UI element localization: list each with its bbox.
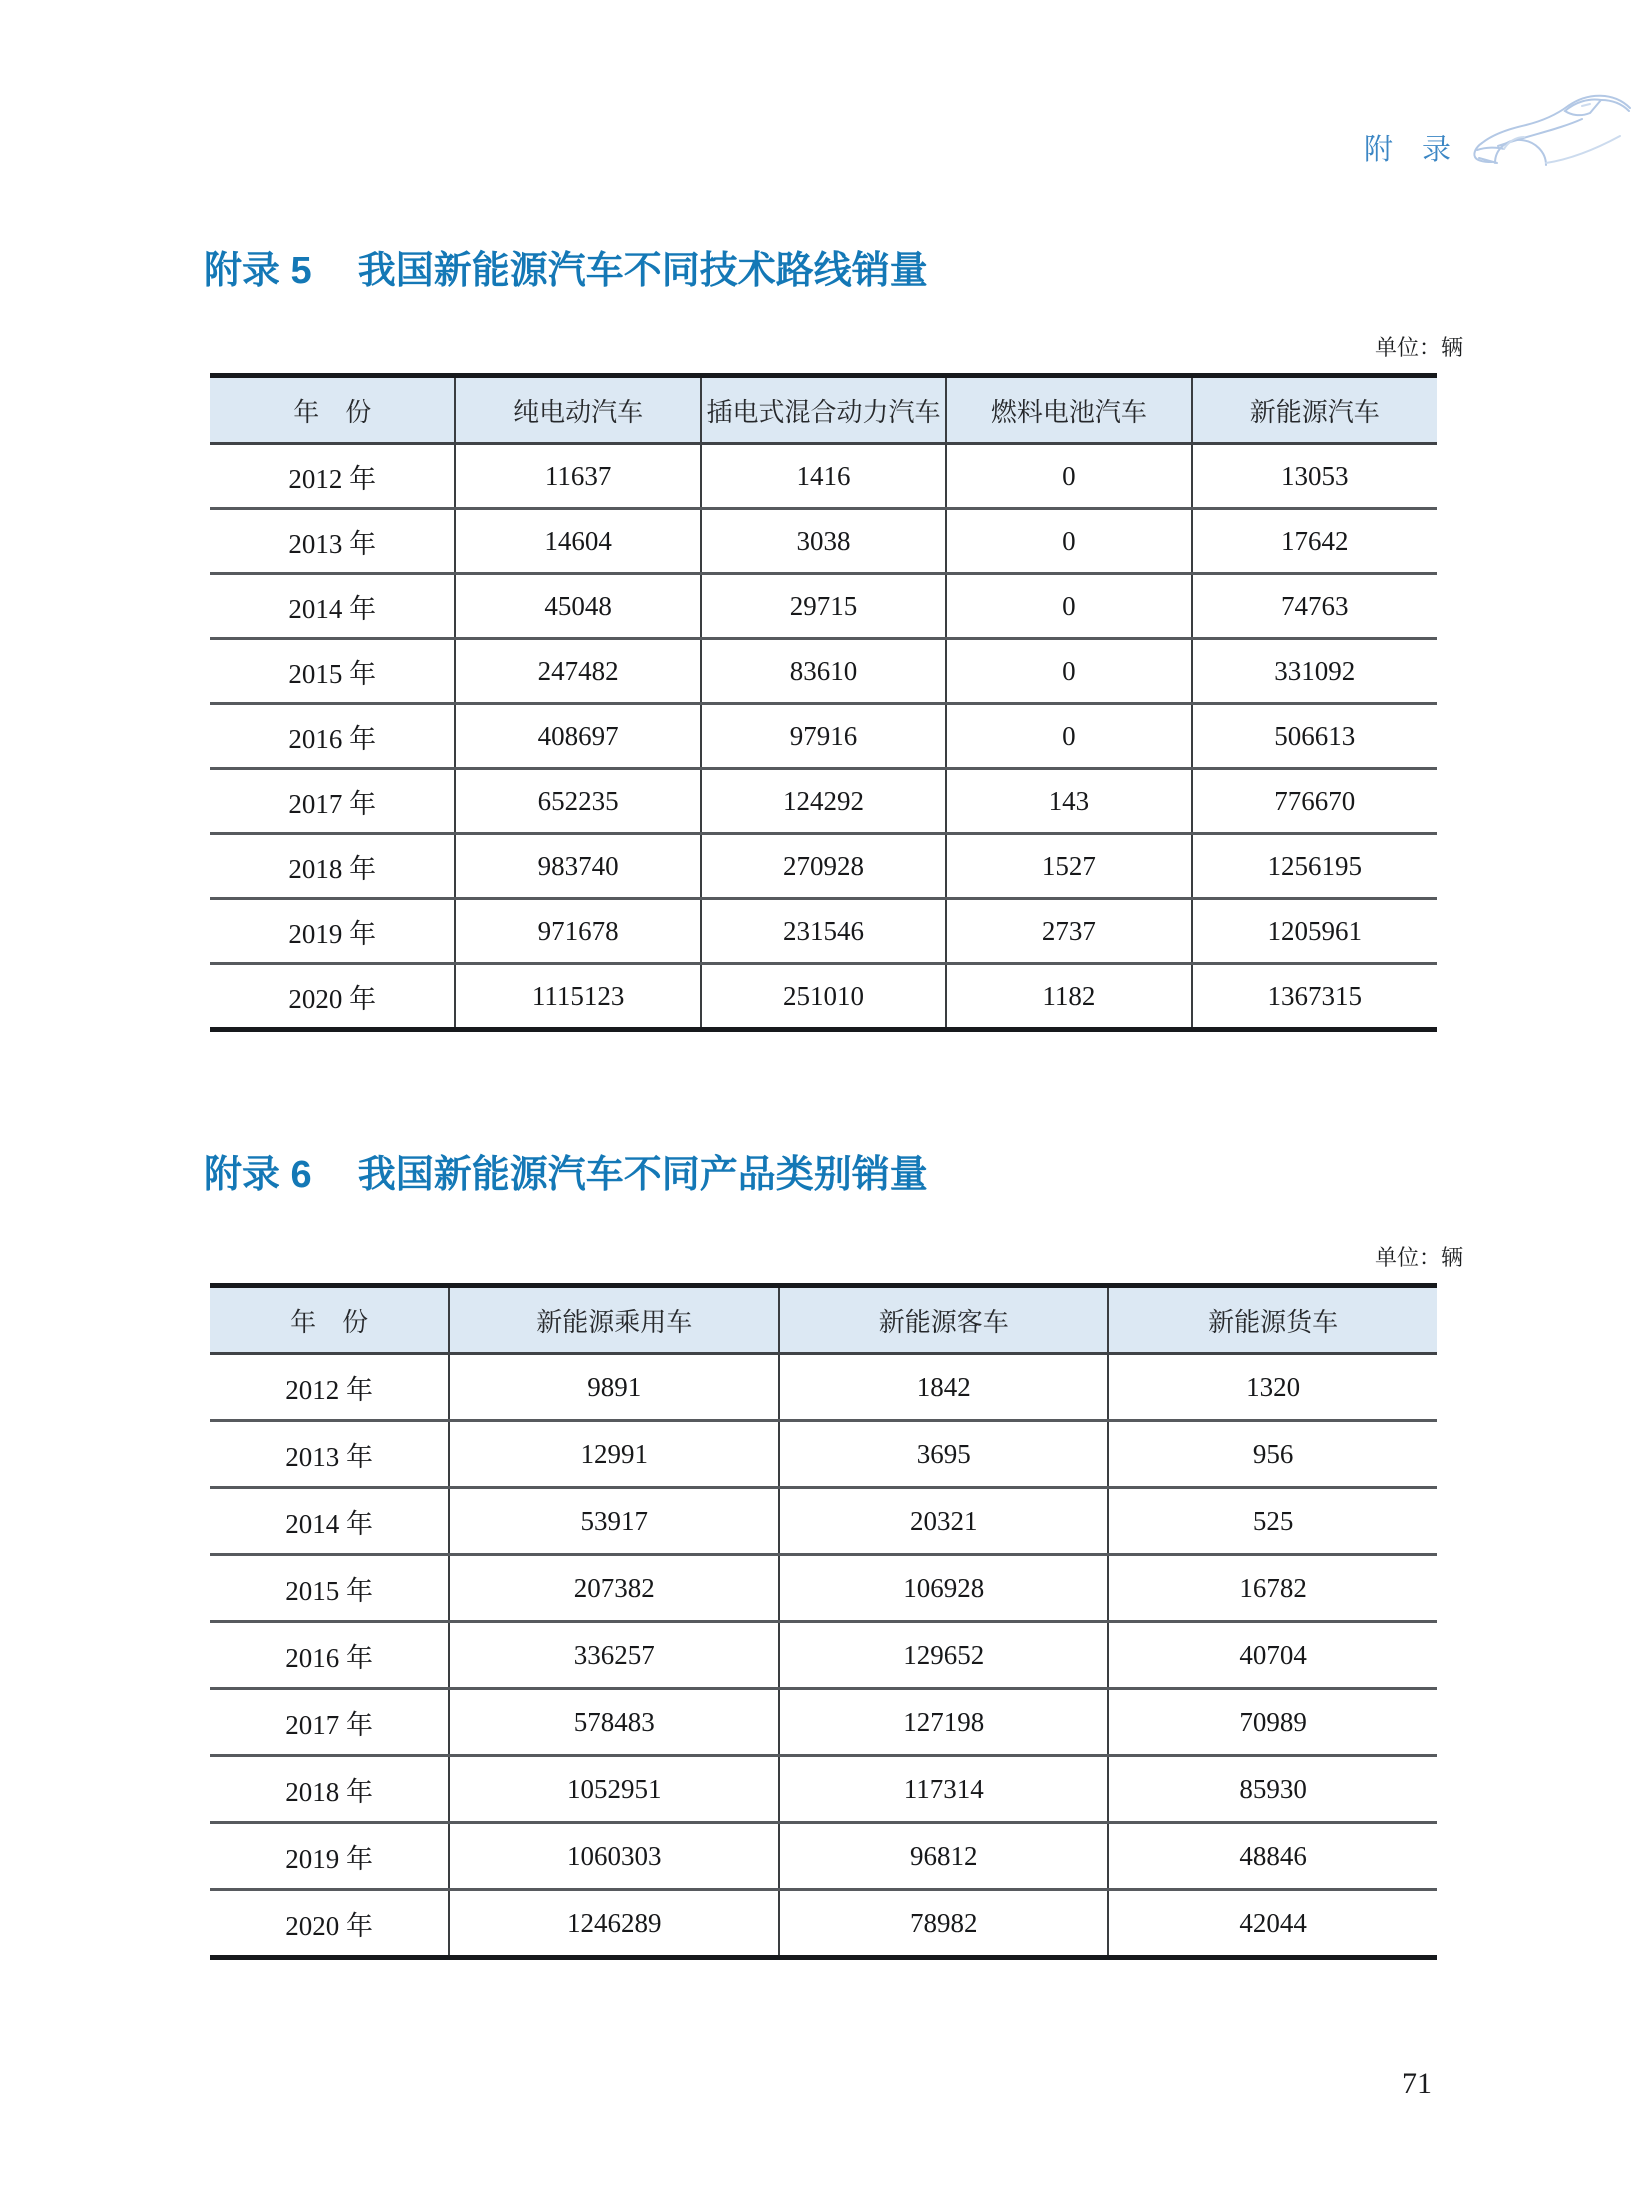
page-header-label: 附 录 (1364, 134, 1452, 166)
value-cell: 12991 (449, 1421, 779, 1488)
value-cell: 1527 (946, 834, 1191, 899)
value-cell: 70989 (1108, 1689, 1437, 1756)
value-cell: 78982 (779, 1890, 1108, 1958)
appendix5-unit-label: 单位：辆 (1374, 335, 1463, 360)
year-cell: 2013 年 (210, 509, 455, 574)
value-cell: 40704 (1108, 1622, 1437, 1689)
value-cell: 506613 (1192, 704, 1437, 769)
year-cell: 2019 年 (210, 1823, 449, 1890)
appendix5-title: 我国新能源汽车不同技术路线销量 (357, 250, 928, 292)
year-cell: 2020 年 (288, 983, 377, 1014)
value-cell: 0 (946, 704, 1191, 769)
value-cell: 3038 (701, 509, 946, 574)
value-cell: 231546 (701, 899, 946, 964)
value-cell: 13053 (1192, 444, 1437, 509)
value-cell: 1320 (1108, 1354, 1437, 1421)
value-cell: 408697 (455, 704, 700, 769)
table-row (210, 964, 1437, 1030)
value-cell: 336257 (449, 1622, 779, 1689)
year-cell: 2018 年 (210, 834, 455, 899)
table-row (210, 704, 1437, 769)
table-row (210, 509, 1437, 574)
value-cell: 14604 (455, 509, 700, 574)
value-cell: 0 (946, 509, 1191, 574)
value-cell: 3695 (779, 1421, 1108, 1488)
value-cell: 971678 (455, 899, 700, 964)
value-cell: 1060303 (449, 1823, 779, 1890)
year-cell: 2020 年 (285, 1910, 373, 1941)
year-cell: 2016 年 (210, 704, 455, 769)
column-header: 新能源货车 (1108, 1286, 1437, 1354)
header-row (210, 1286, 1437, 1354)
value-cell: 42044 (1108, 1890, 1437, 1958)
value-cell: 11637 (455, 444, 700, 509)
value-cell: 1246289 (449, 1890, 779, 1958)
value-cell: 0 (946, 639, 1191, 704)
year-cell: 2015 年 (210, 639, 455, 704)
value-cell: 0 (946, 444, 1191, 509)
table-row (210, 1689, 1437, 1756)
value-cell: 17642 (1192, 509, 1437, 574)
value-cell: 525 (1108, 1488, 1437, 1555)
column-header: 年 份 (210, 376, 455, 444)
year-cell: 2017 年 (210, 1689, 449, 1756)
value-cell: 1842 (779, 1354, 1108, 1421)
year-cell: 2018 年 (210, 1756, 449, 1823)
table-row (210, 444, 1437, 509)
value-cell: 1256195 (1192, 834, 1437, 899)
value-cell: 331092 (1192, 639, 1437, 704)
year-cell: 2019 年 (210, 899, 455, 964)
value-cell: 53917 (449, 1488, 779, 1555)
table-row (210, 1488, 1437, 1555)
appendix6-title: 我国新能源汽车不同产品类别销量 (357, 1154, 928, 1196)
value-cell: 129652 (779, 1622, 1108, 1689)
column-header: 燃料电池汽车 (946, 376, 1191, 444)
value-cell: 143 (946, 769, 1191, 834)
value-cell: 983740 (455, 834, 700, 899)
table-row (210, 1890, 1437, 1958)
value-cell: 1182 (946, 964, 1191, 1030)
value-cell: 20321 (779, 1488, 1108, 1555)
value-cell: 1416 (701, 444, 946, 509)
page-number: 71 (1402, 2067, 1432, 2100)
table-row (210, 639, 1437, 704)
value-cell: 956 (1108, 1421, 1437, 1488)
table-row (210, 1622, 1437, 1689)
appendix6-table (210, 1283, 1437, 1960)
year-cell: 2013 年 (210, 1421, 449, 1488)
column-header: 新能源乘用车 (449, 1286, 779, 1354)
year-cell: 2015 年 (210, 1555, 449, 1622)
table-row (210, 1354, 1437, 1421)
value-cell: 9891 (449, 1354, 779, 1421)
table-row (210, 899, 1437, 964)
column-header: 新能源汽车 (1192, 376, 1437, 444)
value-cell: 96812 (779, 1823, 1108, 1890)
value-cell: 0 (946, 574, 1191, 639)
value-cell: 97916 (701, 704, 946, 769)
value-cell: 124292 (701, 769, 946, 834)
header-row (210, 376, 1437, 444)
appendix6-heading (204, 1150, 928, 1200)
value-cell: 45048 (455, 574, 700, 639)
value-cell: 1367315 (1192, 964, 1437, 1030)
table-row (210, 834, 1437, 899)
value-cell: 270928 (701, 834, 946, 899)
value-cell: 127198 (779, 1689, 1108, 1756)
column-header: 纯电动汽车 (455, 376, 700, 444)
value-cell: 1115123 (455, 964, 700, 1030)
appendix5-heading (204, 246, 928, 296)
value-cell: 106928 (779, 1555, 1108, 1622)
year-cell: 2012 年 (210, 1354, 449, 1421)
table-row (210, 1555, 1437, 1622)
year-cell: 2012 年 (210, 444, 455, 509)
value-cell: 578483 (449, 1689, 779, 1756)
column-header: 年 份 (210, 1286, 449, 1354)
table-row (210, 1756, 1437, 1823)
value-cell: 776670 (1192, 769, 1437, 834)
table-row (210, 574, 1437, 639)
value-cell: 251010 (701, 964, 946, 1030)
value-cell: 16782 (1108, 1555, 1437, 1622)
value-cell: 29715 (701, 574, 946, 639)
value-cell: 247482 (455, 639, 700, 704)
year-cell: 2017 年 (210, 769, 455, 834)
value-cell: 207382 (449, 1555, 779, 1622)
value-cell: 48846 (1108, 1823, 1437, 1890)
value-cell: 1205961 (1192, 899, 1437, 964)
value-cell: 117314 (779, 1756, 1108, 1823)
table-row (210, 1421, 1437, 1488)
year-cell: 2016 年 (210, 1622, 449, 1689)
year-cell: 2014 年 (210, 1488, 449, 1555)
car-icon (1468, 84, 1632, 170)
column-header: 插电式混合动力汽车 (701, 376, 946, 444)
table-row (210, 1823, 1437, 1890)
table-row (210, 769, 1437, 834)
appendix5-table (210, 373, 1437, 1032)
year-cell: 2014 年 (210, 574, 455, 639)
value-cell: 2737 (946, 899, 1191, 964)
value-cell: 85930 (1108, 1756, 1437, 1823)
appendix5-label: 附录 5 (204, 250, 312, 292)
value-cell: 83610 (701, 639, 946, 704)
appendix6-unit-label: 单位：辆 (1374, 1245, 1463, 1270)
appendix6-label: 附录 6 (204, 1154, 312, 1196)
value-cell: 74763 (1192, 574, 1437, 639)
value-cell: 1052951 (449, 1756, 779, 1823)
value-cell: 652235 (455, 769, 700, 834)
column-header: 新能源客车 (779, 1286, 1108, 1354)
